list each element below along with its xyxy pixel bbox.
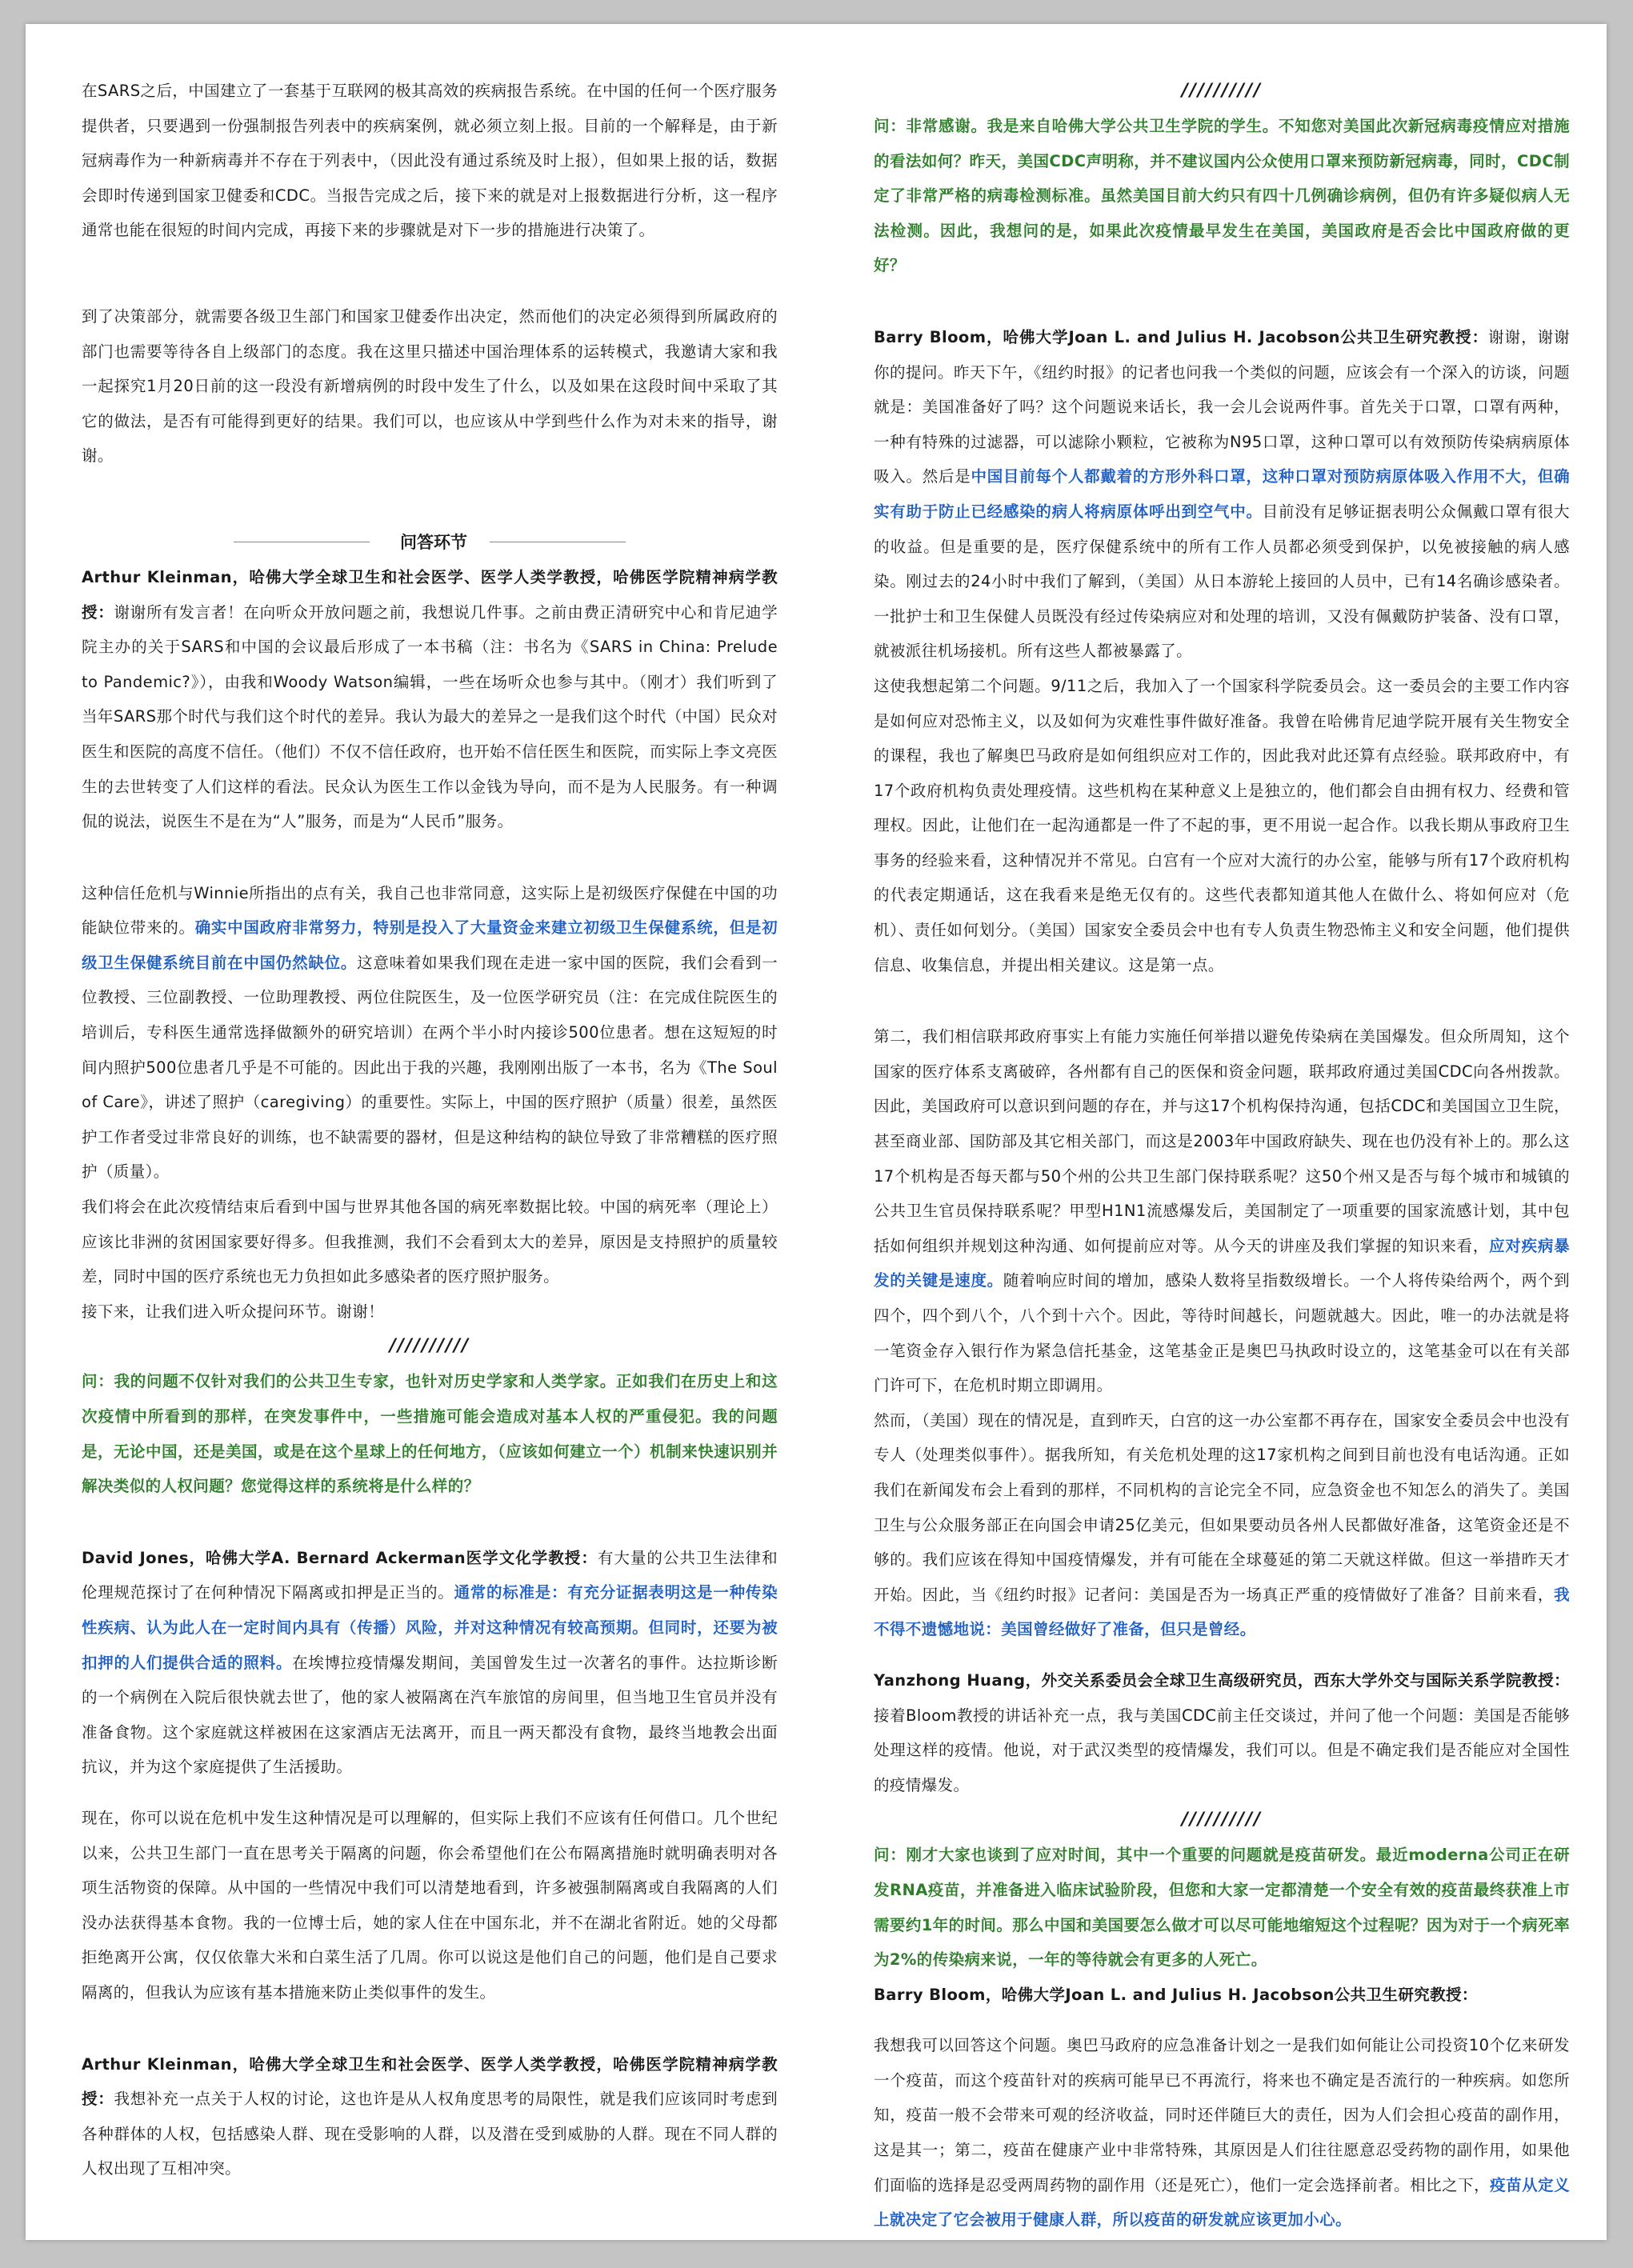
highlight-text: 确实中国政府非常努力，特别是投入了大量资金来建立初级卫生保健系统，但是初级卫生保健系统目前在中国仍然缺位。 — [82, 918, 778, 972]
speaker-name: Arthur Kleinman，哈佛大学全球卫生和社会医学、医学人类学教授，哈佛医学院精神病学教授： — [82, 567, 778, 622]
separator: ////////// — [389, 1336, 470, 1357]
highlight-text: 中国目前每个人都戴着的方形外科口罩，这种口罩对预防病原体吸入作用不大，但确实有助于防止已经感染的病人将病原体呼出到空气中。 — [874, 467, 1570, 521]
text-run: 有大量的公共卫生法律和伦理规范探讨了在何种情况下隔离或扣押是正当的。 — [82, 1548, 778, 1602]
speaker-paragraph — [874, 320, 1570, 669]
speaker-paragraph — [82, 560, 778, 839]
speaker-name: David Jones，哈佛大学A. Bernard Ackerman医学文化学教授： — [82, 1548, 598, 1567]
paragraph: 我们将会在此次疫情结束后看到中国与世界其他各国的病死率数据比较。中国的病死率（理论上）应该比非洲的贫困国家要好得多。但我推测，我们不会看到太大的差异，原因是支持照护的质量较差，同时中国的医疗系统也无力负担如此多感染者的医疗照护服务。 — [82, 1198, 778, 1286]
text-run: 第二，我们相信联邦政府事实上有能力实施任何举措以避免传染病在美国爆发。但众所周知，这个国家的医疗体系支离破碎，各州都有自己的医保和资金问题，联邦政府通过美国CDC向各州拨款。因此，美国政府可以意识到问题的存在，并与这17个机构保持沟通，包括CDC和美国国立卫生院，甚至商业部、国防部及其它相关部门，而这是2003年中国政府缺失、现在也仍没有补上的。那么这17个机构是否每天都与50个州的公共卫生部门保持联系呢？这50个州又是否与每个城市和城镇的公共卫生官员保持联系呢？甲型H1N1流感爆发后，美国制定了一项重要的国家流感计划，其中包括如何组织并规划这种沟通、如何提前应对等。从今天的讲座及我们掌握的知识来看， — [874, 1027, 1570, 1255]
section-title: 问答环节 — [400, 532, 467, 552]
text-run: 这种信任危机与Winnie所指出的点有关，我自己也非常同意，这实际上是初级医疗保健在中国的功能缺位带来的。 — [82, 883, 778, 938]
text-run: 谢谢，谢谢你的提问。昨天下午，《纽约时报》的记者也问我一个类似的问题，应该会有一个深入的访谈，问题就是：美国准备好了吗？这个问题说来话长，我一会儿会说两件事。首先关于口罩，口罩有两种，一种有特殊的过滤器，可以滤除小颗粒，它被称为N95口罩，这种口罩可以有效预防传染病病原体吸入。然后是 — [874, 327, 1570, 486]
text-run: 我想我可以回答这个问题。奥巴马政府的应急准备计划之一是我们如何能让公司投资10个亿来研发一个疫苗，而这个疫苗针对的疾病可能早已不再流行，将来也不确定是否流行的一种疾病。如您所知，疫苗一般不会带来可观的经济收益，同时还伴随巨大的责任，因为人们会担心疫苗的副作用，这是其一；第二，疫苗在健康产业中非常特殊，其原因是人们往往愿意忍受药物的副作用，如果他们面临的选择是忍受两周药物的副作用（还是死亡），他们一定会选择前者。相比之下， — [874, 2036, 1570, 2194]
highlight-text: 疫苗从定义上就决定了它会被用于健康人群，所以疫苗的研发就应该更加小心。 — [874, 2175, 1570, 2230]
speaker-name: Barry Bloom，哈佛大学Joan L. and Julius H. Jacobson公共卫生研究教授： — [874, 327, 1489, 346]
paragraph — [874, 1403, 1570, 1647]
speaker-name: Arthur Kleinman，哈佛大学全球卫生和社会医学、医学人类学教授，哈佛医学院精神病学教授： — [82, 2054, 778, 2109]
speaker-paragraph — [82, 1541, 778, 1785]
speaker-text: 接着Bloom教授的讲话补充一点，我与美国CDC前主任交谈过，并问了他一个问题：美国是否能够处理这样的疫情。他说，对于武汉类型的疫情爆发，我们可以。但是不确定我们是否能应对全国性的疫情爆发。 — [874, 1706, 1570, 1794]
question-paragraph: 问：我的问题不仅针对我们的公共卫生专家，也针对历史学家和人类学家。正如我们在历史上和这次疫情中所看到的那样，在突发事件中，一些措施可能会造成对基本人权的严重侵犯。我的问题是，无论中国，还是美国，或是在这个星球上的任何地方，（应该如何建立一个）机制来快速识别并解决类似的人权问题？您觉得这样的系统将是什么样的？ — [82, 1372, 778, 1496]
speaker-name: Barry Bloom，哈佛大学Joan L. and Julius H. Jacobson公共卫生研究教授： — [874, 1985, 1478, 2004]
text-run: 在埃博拉疫情爆发期间，美国曾发生过一次著名的事件。达拉斯诊断的一个病例在入院后很快就去世了，他的家人被隔离在汽车旅馆的房间里，但当地卫生官员并没有准备食物。这个家庭就这样被困在这家酒店无法离开，而且一两天都没有食物，最终当地教会出面抗议，并为这个家庭提供了生活援助。 — [82, 1653, 778, 1777]
speaker-paragraph — [874, 1663, 1570, 1802]
paragraph — [82, 876, 778, 1190]
separator: ////////// — [1181, 81, 1263, 101]
document-page — [26, 24, 1607, 2240]
left-column — [82, 74, 778, 2186]
paragraph — [874, 1019, 1570, 1403]
highlight-text: 我不得不遗憾地说：美国曾经做好了准备，但只是曾经。 — [874, 1585, 1570, 1639]
paragraph: 现在，你可以说在危机中发生这种情况是可以理解的，但实际上我们不应该有任何借口。几个世纪以来，公共卫生部门一直在思考关于隔离的问题，你会希望他们在公布隔离措施时就明确表明对各项生活物资的保障。从中国的一些情况中我们可以清楚地看到，许多被强制隔离或自我隔离的人们没办法获得基本食物。我的一位博士后，她的家人住在中国东北，并不在湖北省附近。她的父母都拒绝离开公寓，仅仅依靠大米和白菜生活了几周。你可以说这是他们自己的问题，他们是自己要求隔离的，但我认为应该有基本措施来防止类似事件的发生。 — [82, 1808, 778, 2002]
text-run: 这意味着如果我们现在走进一家中国的医院，我们会看到一位教授、三位副教授、一位助理教授、两位住院医生，及一位医学研究员（注：在完成住院医生的培训后，专科医生通常选择做额外的研究培训）在两个半小时内接诊500位患者。想在这短短的时间内照护500位患者几乎是不可能的。因此出于我的兴趣，我刚刚出版了一本书，名为《The Soul of Care》，讲述了照护（caregiving）的重要性。实际上，中国的医疗照护（质量）很差，虽然医护工作者受过非常良好的训练，也不缺需要的器材，但是这种结构的缺位导致了非常糟糕的医疗照护（质量）。 — [82, 953, 778, 1182]
highlight-text: 通常的标准是：有充分证据表明这是一种传染性疾病、认为此人在一定时间内具有（传播）风险，并对这种情况有较高预期。但同时，还要为被扣押的人们提供合适的照料。 — [82, 1583, 778, 1672]
paragraph: 接下来，让我们进入听众提问环节。谢谢！ — [82, 1302, 385, 1321]
question-paragraph: 问：刚才大家也谈到了应对时间，其中一个重要的问题就是疫苗研发。最近moderna公司正在研发RNA疫苗，并准备进入临床试验阶段，但您和大家一定都清楚一个安全有效的疫苗最终获准上市需要约1年的时间。那么中国和美国要怎么做才可以尽可能地缩短这个过程呢？因为对于一个病死率为2%的传染病来说，一年的等待就会有更多的人死亡。 — [874, 1846, 1570, 1970]
speaker-name: Yanzhong Huang，外交关系委员会全球卫生高级研究员，西东大学外交与国际关系学院教授： — [874, 1670, 1570, 1690]
speaker-text: 谢谢所有发言者！在向听众开放问题之前，我想说几件事。之前由费正清研究中心和肯尼迪学院主办的关于SARS和中国的会议最后形成了一本书稿（注：书名为《SARS in China: Prelude to Pandemic?》），由我和Woody Watson编辑，一些在场听众也参与其中。（刚才）我们听到了当年SARS那个时代与我们这个时代的差异。我认为最大的差异之一是我们这个时代（中国）民众对医生和医院的高度不信任。（他们）不仅不信任政府，也开始不信任医生和医院，而实际上李文亮医生的去世转变了人们这样的看法。民众认为医生工作以金钱为导向，而不是为人民服务。有一种调侃的说法，说医生不是在为“人”服务，而是为“人民币”服务。 — [82, 602, 778, 831]
speaker-paragraph — [82, 2047, 778, 2186]
text-run: 目前没有足够证据表明公众佩戴口罩有很大的收益。但是重要的是，医疗保健系统中的所有工作人员都必须受到保护，以免被接触的病人感染。刚过去的24小时中我们了解到，（美国）从日本游轮上接回的人员中，已有14名确诊感染者。一批护士和卫生保健人员既没有经过传染病应对和处理的培训，又没有佩戴防护装备、没有口罩，就被派往机场接机。所有这些人都被暴露了。 — [874, 502, 1570, 661]
question-paragraph: 问：非常感谢。我是来自哈佛大学公共卫生学院的学生。不知您对美国此次新冠病毒疫情应对措施的看法如何？昨天，美国CDC声明称，并不建议国内公众使用口罩来预防新冠病毒，同时，CDC制定了非常严格的病毒检测标准。虽然美国目前大约只有四十几例确诊病例，但仍有许多疑似病人无法检测。因此，我想问的是，如果此次疫情最早发生在美国，美国政府是否会比中国政府做的更好？ — [874, 117, 1570, 275]
section-heading — [82, 525, 778, 560]
separator: ////////// — [1181, 1810, 1263, 1830]
speaker-text: 我想补充一点关于人权的讨论，这也许是从人权角度思考的局限性，就是我们应该同时考虑到各种群体的人权，包括感染人群、现在受影响的人群，以及潜在受到威胁的人群。现在不同人群的人权出现了互相冲突。 — [82, 2090, 778, 2178]
paragraph — [874, 2028, 1570, 2238]
text-run: 然而，（美国）现在的情况是，直到昨天，白宫的这一办公室都不再存在，国家安全委员会中也没有专人（处理类似事件）。据我所知，有关危机处理的这17家机构之间到目前也没有电话沟通。正如我们在新闻发布会上看到的那样，不同机构的言论完全不同，应急资金也不知怎么的消失了。美国卫生与公众服务部正在向国会申请25亿美元，但如果要动员各州人民都做好准备，这笔资金还是不够的。我们应该在得知中国疫情爆发，并有可能在全球蔓延的第二天就这样做。但这一举措昨天才开始。因此，当《纽约时报》记者问：美国是否为一场真正严重的疫情做好了准备？目前来看， — [874, 1410, 1570, 1604]
paragraph: 到了决策部分，就需要各级卫生部门和国家卫健委作出决定，然而他们的决定必须得到所属政府的部门也需要等待各自上级部门的态度。我在这里只描述中国治理体系的运转模式，我邀请大家和我一起探究1月20日前的这一段没有新增病例的时段中发生了什么，以及如果在这段时间中采取了其它的做法，是否有可能得到更好的结果。我们可以，也应该从中学到些什么作为对未来的指导，谢谢。 — [82, 306, 778, 466]
text-run: 随着响应时间的增加，感染人数将呈指数级增长。一个人将传染给两个，两个到四个，四个到八个，八个到十六个。因此，等待时间越长，问题就越大。因此，唯一的办法就是将一笔资金存入银行作为紧急信托基金，这笔基金正是奥巴马执政时设立的，这笔基金可以在有关部门许可下，在危机时期立即调用。 — [874, 1271, 1570, 1395]
paragraph: 在SARS之后，中国建立了一套基于互联网的极其高效的疾病报告系统。在中国的任何一个医疗服务提供者，只要遇到一份强制报告列表中的疾病案例，就必须立刻上报。目前的一个解释是，由于新冠病毒作为一种新病毒并不存在于列表中，（因此没有通过系统及时上报），但如果上报的话，数据会即时传递到国家卫健委和CDC。当报告完成之后，接下来的就是对上报数据进行分析，这一程序通常也能在很短的时间内完成，再接下来的步骤就是对下一步的措施进行决策了。 — [82, 82, 778, 240]
highlight-text: 应对疾病暴发的关键是速度。 — [874, 1236, 1570, 1290]
paragraph: 这使我想起第二个问题。9/11之后，我加入了一个国家科学院委员会。这一委员会的主要工作内容是如何应对恐怖主义，以及如何为灾难性事件做好准备。我曾在哈佛肯尼迪学院开展有关生物安全的课程，我也了解奥巴马政府是如何组织应对工作的，因此我对此还算有点经验。联邦政府中，有17个政府机构负责处理疫情。这些机构在某种意义上是独立的，他们都会自由拥有权力、经费和管理权。因此，让他们在一起沟通都是一件了不起的事，更不用说一起合作。以我长期从事政府卫生事务的经验来看，这种情况并不常见。白宫有一个应对大流行的办公室，能够与所有17个政府机构的代表定期通话，这在我看来是绝无仅有的。这些代表都知道其他人在做什么、将如何应对（危机）、责任如何划分。（美国）国家安全委员会中也有专人负责生物恐怖主义和安全问题，他们提供信息、收集信息，并提出相关建议。这是第一点。 — [874, 676, 1570, 974]
right-column — [874, 74, 1570, 2238]
